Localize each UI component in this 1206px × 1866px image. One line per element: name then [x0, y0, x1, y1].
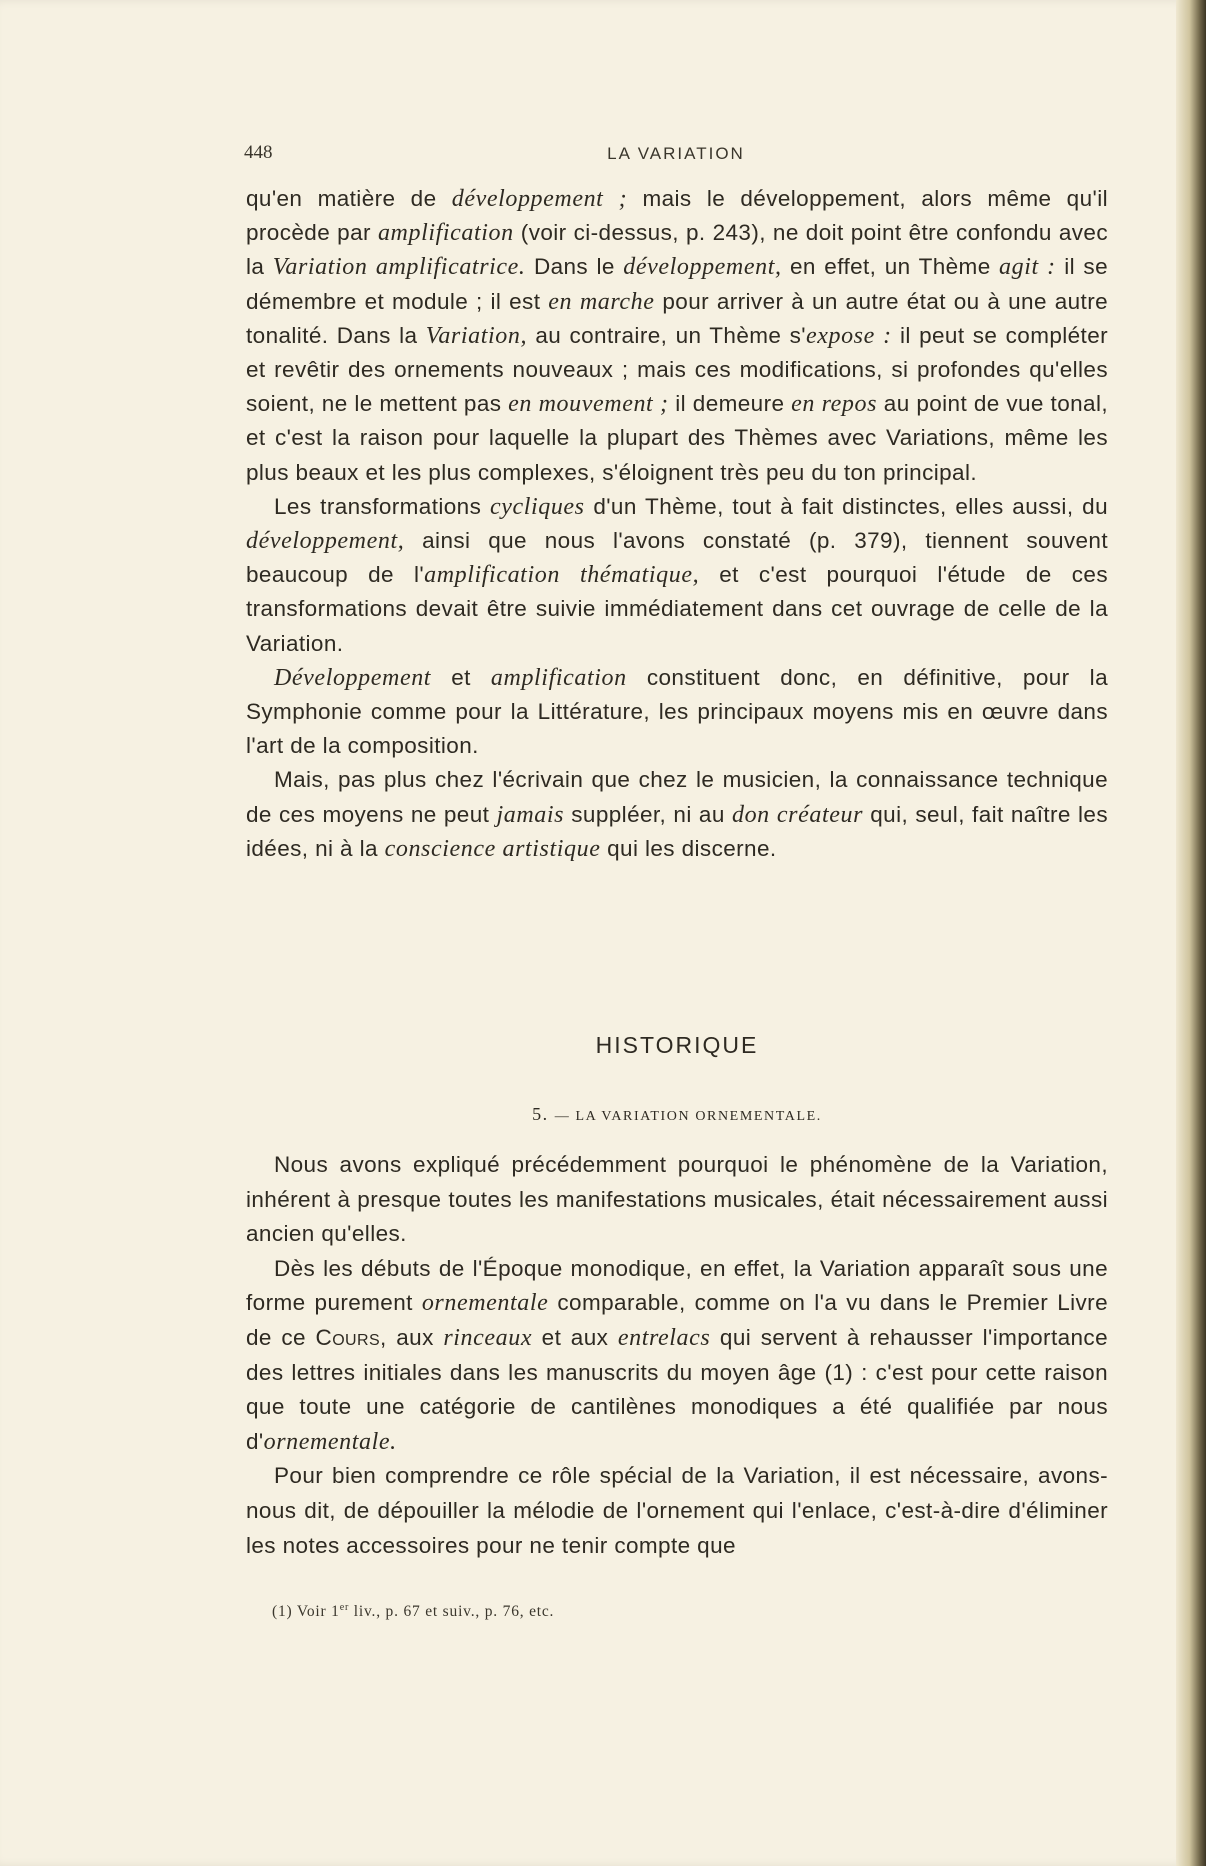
- subsection-number: 5.: [532, 1104, 549, 1124]
- paragraph-4: Mais, pas plus chez l'écrivain que chez le musicien, la connaissance technique de ces moyens ne peut jamais suppléer, ni au don créateur qui, seul, fait naître les idées, ni à la conscience artistique qui les discerne.: [246, 767, 1108, 862]
- footnote: (1) Voir 1er liv., p. 67 et suiv., p. 76, etc.: [272, 1602, 555, 1621]
- subsection-title: — LA VARIATION ORNEMENTALE.: [554, 1109, 822, 1124]
- running-title: LA VARIATION: [607, 144, 745, 163]
- historique-paragraph-3: Pour bien comprendre ce rôle spécial de la Variation, il est nécessaire, avons-nous dit, de dépouiller la mélodie de l'ornement qui l'enlace, c'est-à-dire d'éliminer les notes accessoires pour ne tenir compte que: [246, 1463, 1108, 1558]
- paragraph-3: Développement et amplification constituent donc, en définitive, pour la Symphonie comme pour la Littérature, les principaux moyens mis en œuvre dans l'art de la composition.: [246, 664, 1108, 759]
- footnote-marker: (1): [272, 1603, 293, 1621]
- paragraph-2: Les transformations cycliques d'un Thème, tout à fait distinctes, elles aussi, du développement, ainsi que nous l'avons constaté (p. 379), tiennent souvent beaucoup de l'amplification thématique, et c'est pourquoi l'étude de ces transformations devait être suivie immédiatement dans cet ouvrage de celle de la Variation.: [246, 493, 1108, 656]
- historique-paragraph-2: Dès les débuts de l'Époque monodique, en effet, la Variation apparaît sous une forme purement ornementale comparable, comme on l'a vu dans le Premier Livre de ce Cours, aux rinceaux et aux entrelacs qui servent à rehausser l'importance des lettres initiales dans les manuscrits du moyen âge (1) : c'est pour cette raison que toute une catégorie de cantilènes monodiques a été qualifiée par nous d'ornementale.: [246, 1255, 1108, 1455]
- main-text: [246, 182, 1108, 866]
- subsection-heading: [246, 1104, 1108, 1125]
- running-head: [244, 142, 1108, 168]
- page-number: 448: [244, 142, 273, 163]
- section-heading-historique: HISTORIQUE: [595, 1032, 759, 1058]
- paragraph-1: qu'en matière de développement ; mais le développement, alors même qu'il procède par amplification (voir ci-dessus, p. 243), ne doit point être confondu avec la Variation amplificatrice. Dans le développement, en effet, un Thème agit : il se démembre et module ; il est en marche pour arriver à un autre état ou à une autre tonalité. Dans la Variation, au contraire, un Thème s'expose : il peut se compléter et revêtir des ornements nouveaux ; mais ces modifications, si profondes qu'elles soient, ne le mettent pas en mouvement ; il demeure en repos au point de vue tonal, et c'est la raison pour laquelle la plupart des Thèmes avec Variations, même les plus beaux et les plus complexes, s'éloignent très peu du ton principal.: [246, 186, 1109, 485]
- page-edge: [1176, 0, 1206, 1866]
- historique-paragraph-1: Nous avons expliqué précédemment pourquoi le phénomène de la Variation, inhérent à presque toutes les manifestations musicales, était nécessairement aussi ancien qu'elles.: [246, 1152, 1108, 1247]
- historique-text: [246, 1148, 1108, 1563]
